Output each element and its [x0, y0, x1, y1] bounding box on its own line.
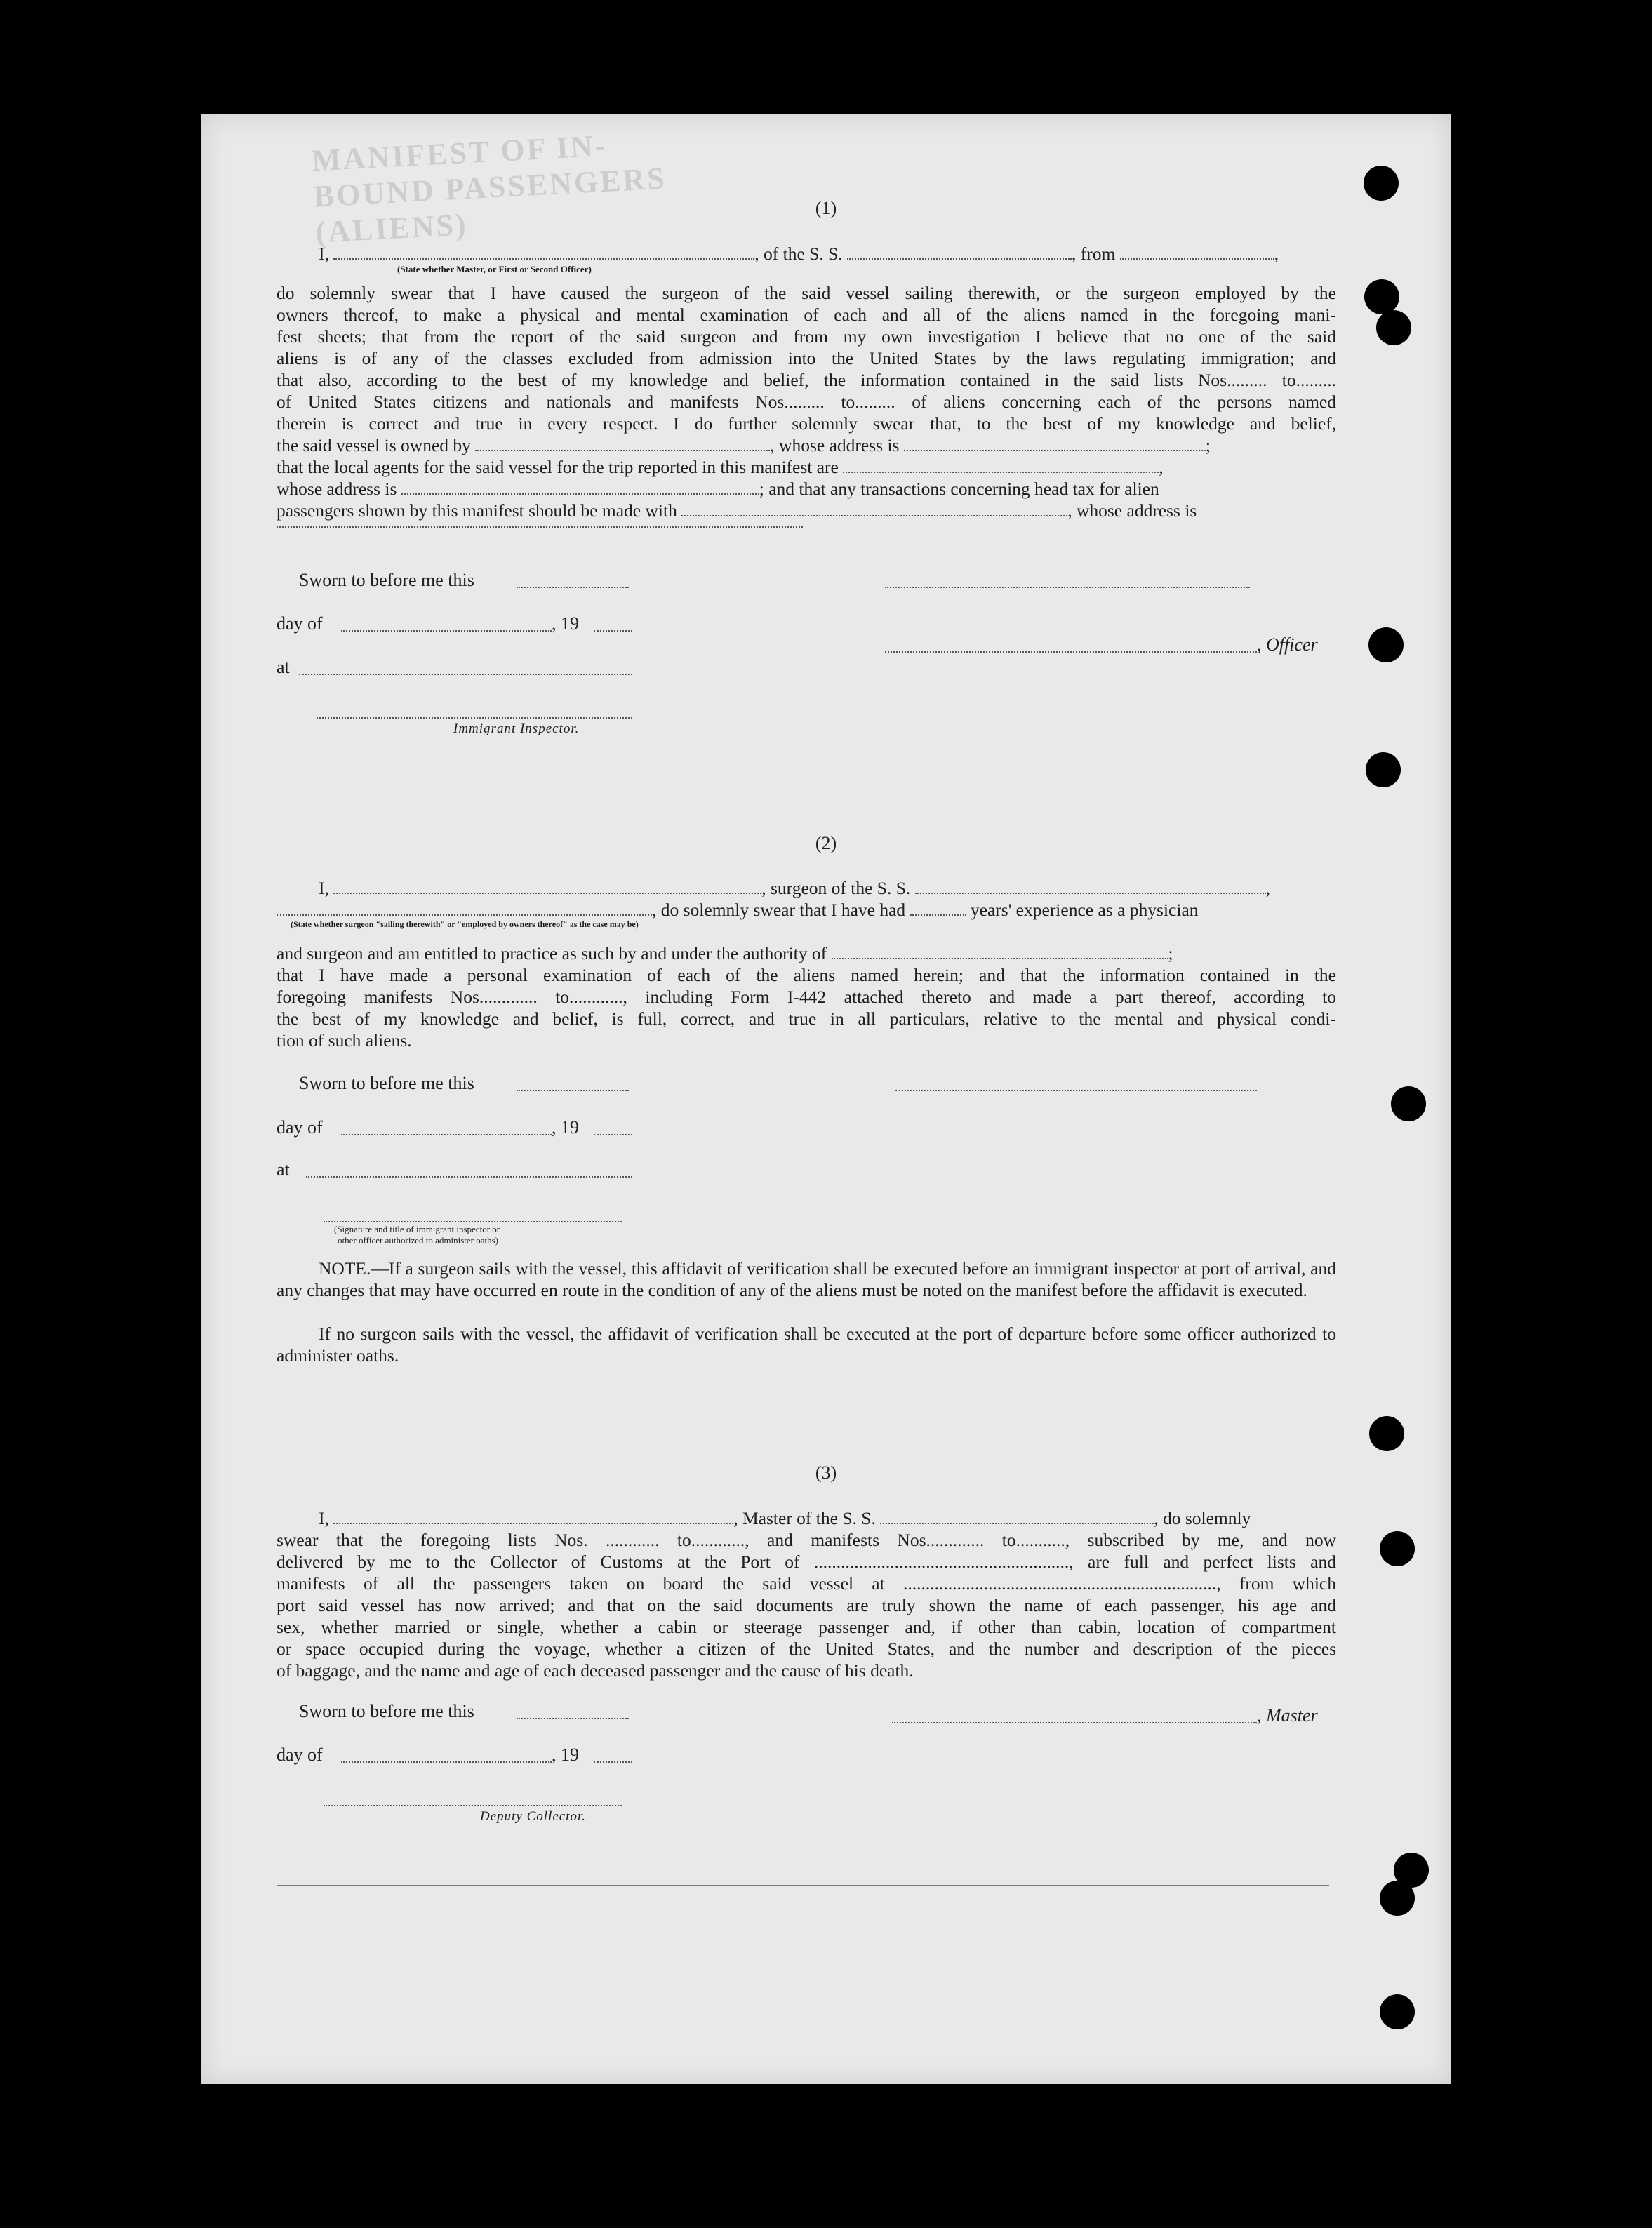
- text-line: owners thereof, to make a physical and mental examination of each and all of the aliens named in the foregoing mani-: [277, 305, 1336, 325]
- year-field[interactable]: [594, 1760, 632, 1763]
- text-line: that also, according to the best of my knowledge and belief, the information contained in the said lists Nos......... to.........: [277, 370, 1336, 390]
- officer-label: , Officer: [1257, 634, 1318, 655]
- section-1-number: (1): [815, 198, 837, 218]
- inspector-signature-field[interactable]: [317, 716, 632, 719]
- section-3-number: (3): [815, 1462, 837, 1483]
- punch-hole: [1364, 166, 1399, 201]
- officer-subcaption: (State whether Master, or First or Second Officer): [397, 264, 592, 274]
- text-line: or space occupied during the voyage, whether a citizen of the United States, and the number and description of the pieces: [277, 1639, 1336, 1659]
- note-paragraph: NOTE.—If a surgeon sails with the vessel, this affidavit of verification shall be executed before an immigrant inspector at port of arrival, and any changes that may have occurred en route in the condition of any of the aliens must be noted on the manifest before the affidavit is executed.: [277, 1258, 1336, 1300]
- section-3-line-1: I, , Master of the S. S. , do solemnly: [319, 1508, 1251, 1528]
- at-text: at: [277, 1159, 290, 1180]
- surgeon-subcaption: (State whether surgeon "sailing therewith" or "employed by owners thereof" as the case may be): [291, 919, 639, 929]
- text-line: of United States citizens and nationals and manifests Nos......... to......... of aliens concerning each of the persons named: [277, 392, 1336, 412]
- owned-by-line: the said vessel is owned by , whose address is ;: [277, 435, 1211, 455]
- collector-caption: Deputy Collector.: [480, 1809, 587, 1824]
- sworn-date-field[interactable]: [517, 585, 629, 588]
- ship-name-field[interactable]: [847, 246, 1072, 260]
- passengers-line: passengers shown by this manifest should be made with , whose address is: [277, 500, 1197, 521]
- month-field[interactable]: [341, 1760, 552, 1763]
- collector-signature-field[interactable]: [324, 1803, 622, 1806]
- punch-hole: [1368, 627, 1404, 662]
- text-line: aliens is of any of the classes excluded from admission into the United States by the laws regulating immigration; and: [277, 348, 1336, 368]
- at-place-field[interactable]: [306, 1175, 632, 1178]
- surgeon-signature-field[interactable]: [895, 1088, 1257, 1091]
- text-line: swear that the foregoing lists Nos. ............ to............, and manifests Nos............. to..........., subscribed by me, and now: [277, 1530, 1336, 1550]
- manifest-sheet: [201, 114, 1451, 2084]
- year-text: , 19: [552, 613, 579, 634]
- at-text: at: [277, 657, 290, 677]
- section-2-line-2: , do solemnly swear that I have had years' experience as a physician: [277, 899, 1336, 921]
- master-signature-field[interactable]: [892, 1721, 1257, 1723]
- address-field[interactable]: [277, 525, 803, 528]
- text-line: the best of my knowledge and belief, is full, correct, and true in all particulars, relative to the mental and physical condi-: [277, 1008, 1336, 1029]
- text-line: of baggage, and the name and age of each deceased passenger and the cause of his death.: [277, 1660, 914, 1681]
- sworn-text: Sworn to before me this: [299, 1701, 474, 1721]
- agent-address-line: whose address is ; and that any transactions concerning head tax for alien: [277, 479, 1159, 499]
- punch-hole: [1380, 1531, 1415, 1566]
- text-line: manifests of all the passengers taken on board the said vessel at ......................................................................, from which: [277, 1573, 1336, 1594]
- month-field[interactable]: [341, 1133, 552, 1135]
- section-2-number: (2): [815, 833, 837, 853]
- years-field[interactable]: [910, 902, 966, 916]
- authority-field[interactable]: [832, 945, 1168, 959]
- punch-hole: [1376, 310, 1411, 345]
- sworn-date-field[interactable]: [517, 1088, 629, 1091]
- text-line: foregoing manifests Nos............. to............, including Form I-442 attached thereto and made a part thereof, according to: [277, 987, 1336, 1007]
- faded-stamp: MANIFEST OF IN-BOUND PASSENGERS (ALIENS): [311, 128, 667, 250]
- signature-caption: (Signature and title of immigrant inspector or: [334, 1224, 500, 1234]
- signature-caption: other officer authorized to administer oaths): [338, 1235, 498, 1246]
- year-field[interactable]: [594, 1133, 632, 1135]
- text-line: port said vessel has now arrived; and that on the said documents are truly shown the name of each passenger, his age and: [277, 1595, 1336, 1615]
- officer-signature-field-1[interactable]: [885, 585, 1250, 588]
- at-place-field[interactable]: [299, 672, 632, 675]
- text-line: tion of such aliens.: [277, 1030, 412, 1050]
- head-tax-party-field[interactable]: [681, 502, 1067, 516]
- text-line: do solemnly swear that I have caused the surgeon of the said vessel sailing therewith, or the surgeon employed by the: [277, 283, 1336, 303]
- punch-hole: [1364, 279, 1399, 314]
- punch-hole: [1380, 1994, 1415, 2029]
- master-name-field[interactable]: [333, 1510, 733, 1524]
- text-line: that I have made a personal examination of each of the aliens named herein; and that the information contained in the: [277, 965, 1336, 985]
- punch-hole: [1366, 752, 1401, 787]
- text-line: fest sheets; that from the report of the said surgeon and from my own investigation I believe that no one of the said: [277, 326, 1336, 347]
- year-text: , 19: [552, 1117, 579, 1138]
- officer-signature-field[interactable]: [885, 650, 1257, 653]
- text-i: I,: [319, 244, 329, 264]
- year-field[interactable]: [594, 629, 632, 632]
- surgeon-name-field[interactable]: [333, 880, 761, 894]
- section-2-line-1: I, , surgeon of the S. S. ,: [319, 878, 1271, 898]
- master-label: , Master: [1257, 1705, 1318, 1726]
- surgeon-ship-field[interactable]: [915, 880, 1266, 894]
- section-1-line-1: I, , of the S. S. , from ,: [319, 244, 1279, 264]
- from-field[interactable]: [1120, 246, 1274, 260]
- surgeon-status-field[interactable]: [277, 902, 652, 916]
- local-agents-line: that the local agents for the said vessel for the trip reported in this manifest are ,: [277, 457, 1164, 477]
- sworn-text: Sworn to before me this: [299, 1073, 474, 1093]
- owner-address-field[interactable]: [904, 437, 1206, 451]
- sworn-text: Sworn to before me this: [299, 570, 474, 590]
- master-ship-field[interactable]: [880, 1510, 1154, 1524]
- year-text: , 19: [552, 1745, 579, 1765]
- owner-field[interactable]: [475, 437, 770, 451]
- inspector-caption: Immigrant Inspector.: [453, 721, 580, 736]
- day-of-text: day of: [277, 1745, 323, 1765]
- day-of-text: day of: [277, 1117, 323, 1138]
- inspector-signature-field[interactable]: [324, 1220, 622, 1222]
- bottom-rule: [277, 1885, 1329, 1886]
- punch-hole: [1391, 1086, 1426, 1121]
- text-line: sex, whether married or single, whether a cabin or steerage passenger and, if other than cabin, location of compartment: [277, 1617, 1336, 1637]
- authority-line: and surgeon and am entitled to practice as such by and under the authority of ;: [277, 943, 1173, 963]
- sworn-date-field[interactable]: [517, 1716, 629, 1719]
- punch-hole: [1369, 1416, 1404, 1451]
- agents-field[interactable]: [843, 459, 1159, 473]
- note-paragraph-2: If no surgeon sails with the vessel, the affidavit of verification shall be executed at the port of departure before some officer authorized to administer oaths.: [277, 1323, 1336, 1366]
- punch-hole: [1380, 1881, 1415, 1916]
- agent-address-field[interactable]: [401, 481, 759, 495]
- text-line: delivered by me to the Collector of Customs at the Port of ........................................................., are full and perfect lists and: [277, 1552, 1336, 1572]
- text-line: therein is correct and true in every respect. I do further solemnly swear that, to the best of my knowledge and belief,: [277, 413, 1336, 434]
- name-field[interactable]: [333, 246, 754, 260]
- day-of-text: day of: [277, 613, 323, 634]
- month-field[interactable]: [341, 629, 552, 632]
